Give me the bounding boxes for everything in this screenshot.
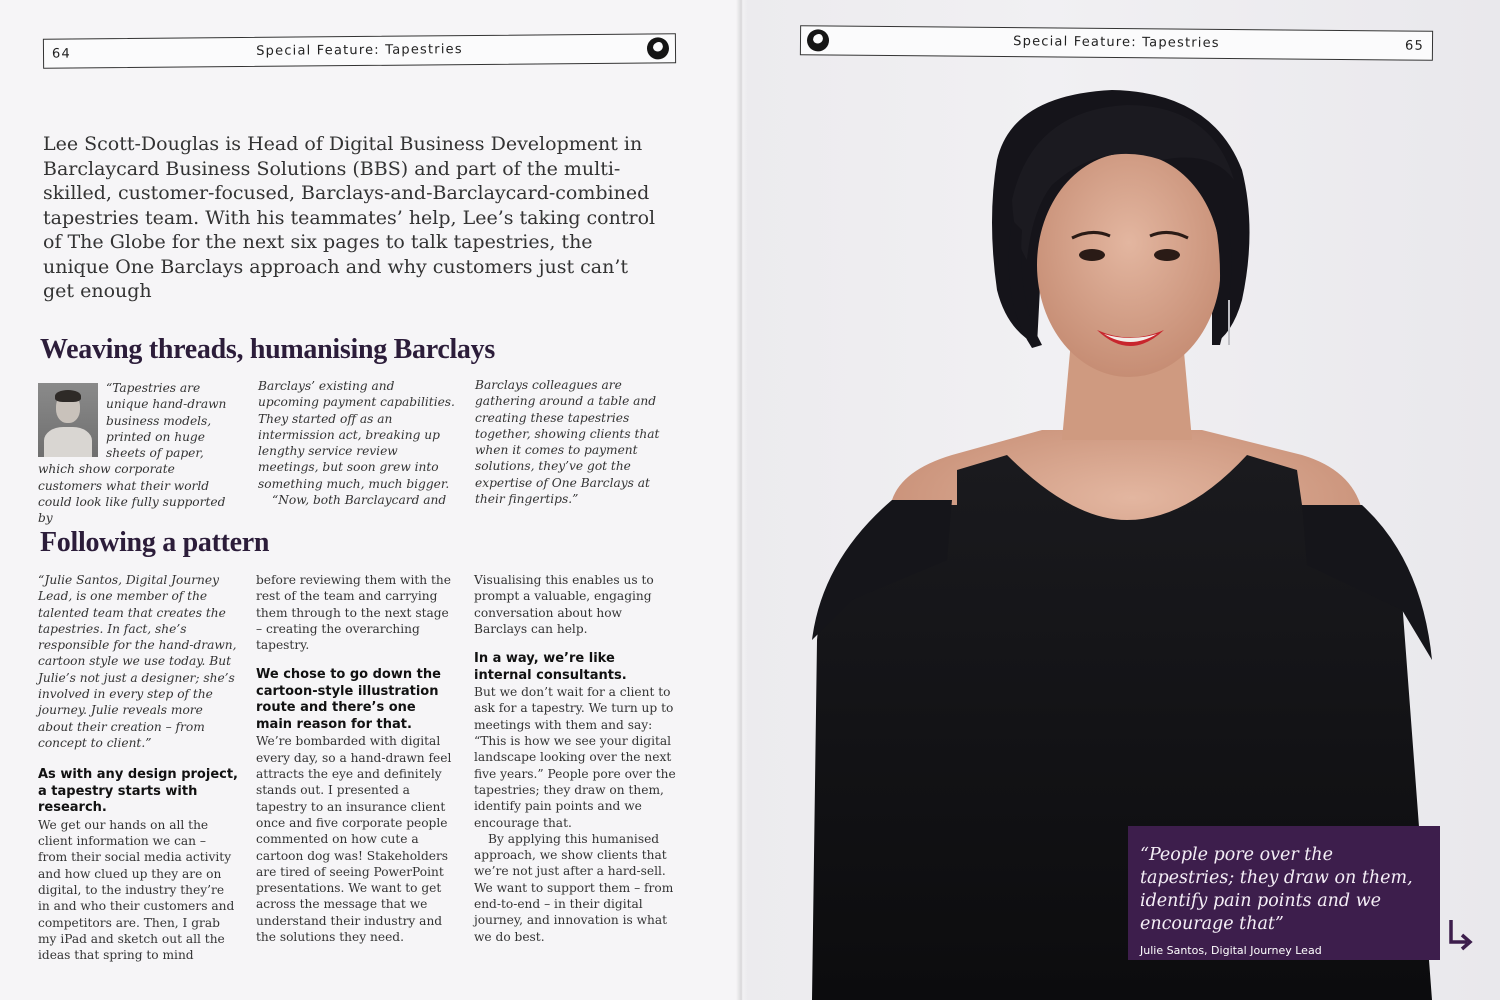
author-headshot <box>38 383 98 457</box>
page-header-title-left: Special Feature: Tapestries <box>256 42 463 59</box>
section-heading-following: Following a pattern <box>40 527 270 558</box>
section1-col2-text: Barclays’ existing and upcoming payment capabilities. They started off as an intermission act, breaking up lengthy service review meetings, but soon grew into something much, much bigger. <box>258 379 455 491</box>
section1-column-3 <box>475 377 675 507</box>
section1-column-2 <box>258 378 458 508</box>
section2-col2-subheading: We chose to go down the cartoon-style illustration route and there’s one main reason for that. <box>256 667 441 732</box>
section2-col1-body: We get our hands on all the client information we can – from their social media activity and how clued up they are on digital, to the industry they’re in and who their customers and competitors are. Then, I grab my iPad and sketch out all the ideas that spring to mind <box>38 817 235 963</box>
section2-col3-body-2: By applying this humanised approach, we show clients that we’re not just after a hard-sell. We want to support them – from end-to-end – in their digital journey, and innovation is what we do best. <box>474 831 674 944</box>
page-number-right: 65 <box>1404 38 1425 54</box>
barclays-eagle-logo-icon <box>647 37 669 59</box>
pull-quote-attribution: Julie Santos, Digital Journey Lead <box>1140 944 1322 957</box>
page-gutter <box>736 0 748 1000</box>
pull-quote-text: “People pore over the tapestries; they draw on them, identify pain points and we encourage that” <box>1140 845 1413 934</box>
turn-page-arrow-icon[interactable] <box>1445 918 1475 952</box>
section1-col1-text: “Tapestries are unique hand-drawn business models, printed on huge sheets of paper, which show corporate customers what their world could look like fully supported by <box>38 381 227 526</box>
left-page <box>0 0 742 1000</box>
section2-column-3 <box>474 572 676 945</box>
right-page <box>742 0 1500 1000</box>
section2-col2-text: before reviewing them with the rest of the team and carrying them through to the next stage – creating the overarching tapestry. <box>256 573 451 653</box>
section2-col3-body: But we don’t wait for a client to ask for a tapestry. We turn up to meetings with them and say: “This is how we see your digital landscape looking over the next five years.” People pore over the tapestries; they draw on them, identify pain points and we encourage that. <box>474 685 676 830</box>
section1-col3-text: Barclays colleagues are gathering around a table and creating these tapestries together, showing clients that when it comes to payment solutions, they’ve got the expertise of One Barclays at their fingertips.” <box>475 378 660 507</box>
section-heading-weaving: Weaving threads, humanising Barclays <box>40 334 495 365</box>
section2-column-2 <box>256 572 456 945</box>
section2-column-1 <box>38 572 238 963</box>
section1-col2-text-2: “Now, both Barclaycard and <box>272 493 447 508</box>
page-header-title-right: Special Feature: Tapestries <box>1013 34 1220 51</box>
section2-col3-text: Visualising this enables us to prompt a valuable, engaging conversation about how Barclays can help. <box>474 573 654 636</box>
intro-paragraph: Lee Scott-Douglas is Head of Digital Business Development in Barclaycard Business Solutions (BBS) and part of the multi-skilled, customer-focused, Barclays-and-Barclaycard-combined tapestries team. With his teammates’ help, Lee’s taking control of The Globe for the next six pages to talk tapestries, the unique One Barclays approach and why customers just can’t get enough <box>43 133 656 302</box>
page-number-left: 64 <box>51 46 72 62</box>
section2-col1-subheading: As with any design project, a tapestry starts with research. <box>38 767 238 816</box>
page-header-right <box>800 25 1433 61</box>
section2-col3-subheading: In a way, we’re like internal consultants. <box>474 651 627 683</box>
pull-quote <box>1128 826 1440 960</box>
section1-column-1 <box>38 380 238 527</box>
page-header-left <box>43 33 676 69</box>
section2-col2-body: We’re bombarded with digital every day, so a hand-drawn feel attracts the eye and definitely stands out. I presented a tapestry to an insurance client once and five corporate people commented on how cute a cartoon dog was! Stakeholders are tired of seeing PowerPoint presentations. We want to get across the message that we understand their industry and the solutions they need. <box>256 734 452 945</box>
section2-col1-intro: “Julie Santos, Digital Journey Lead, is one member of the talented team that creates the tapestries. In fact, she’s responsible for the hand-drawn, cartoon style we use today. But Julie’s not just a designer; she’s involved in every step of the journey. Julie reveals more about their creation – from concept to client.” <box>38 573 237 750</box>
